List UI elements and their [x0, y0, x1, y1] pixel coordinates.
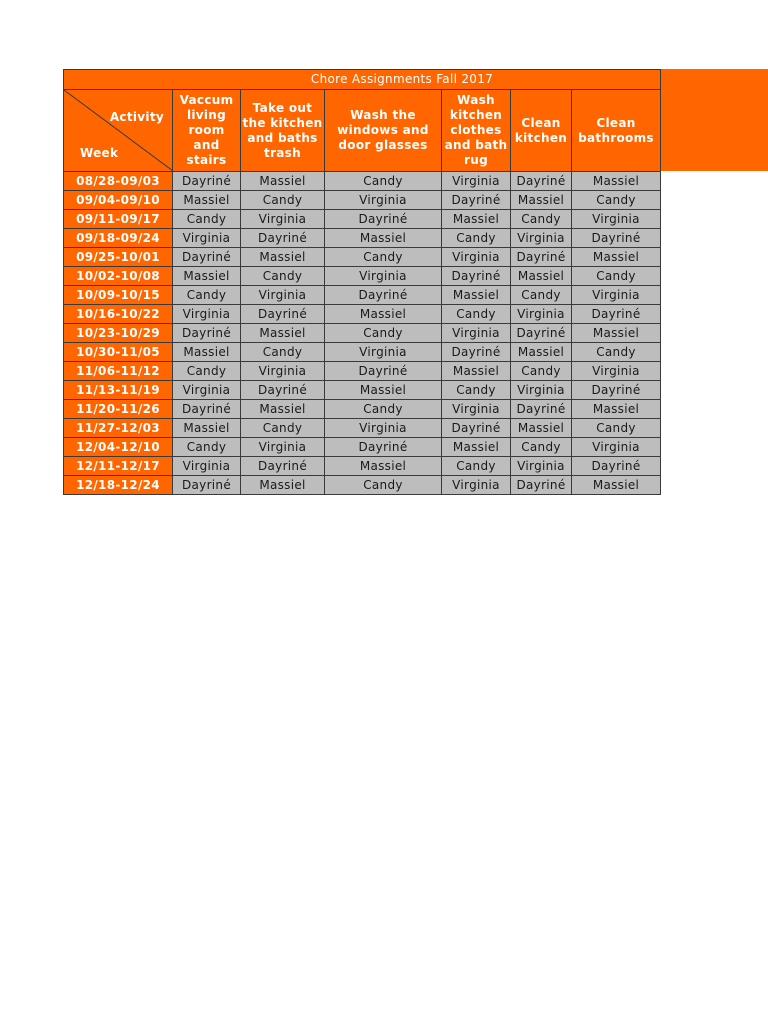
week-cell: 12/11-12/17	[64, 457, 173, 476]
table-row	[64, 438, 661, 457]
column-header-line: Clean	[521, 115, 561, 130]
table-row	[64, 324, 661, 343]
column-header-wash-kitchen-clothes	[442, 90, 511, 172]
column-header-line: stairs	[186, 153, 227, 167]
assignee-cell: Candy	[241, 267, 325, 286]
assignee-cell: Virginia	[511, 457, 572, 476]
assignee-cell: Dayriné	[325, 362, 442, 381]
table-row	[64, 400, 661, 419]
table-row	[64, 381, 661, 400]
week-cell: 10/16-10/22	[64, 305, 173, 324]
assignee-cell: Dayriné	[325, 210, 442, 229]
week-cell: 10/02-10/08	[64, 267, 173, 286]
assignee-cell: Virginia	[442, 248, 511, 267]
assignee-cell: Candy	[572, 419, 661, 438]
assignee-cell: Virginia	[442, 476, 511, 495]
assignee-cell: Virginia	[173, 381, 241, 400]
assignee-cell: Dayriné	[241, 229, 325, 248]
assignee-cell: Virginia	[572, 362, 661, 381]
assignee-cell: Candy	[572, 191, 661, 210]
assignee-cell: Massiel	[511, 419, 572, 438]
assignee-cell: Massiel	[511, 191, 572, 210]
assignee-cell: Massiel	[572, 248, 661, 267]
column-header-line: kitchen	[514, 130, 568, 145]
assignee-cell: Candy	[442, 229, 511, 248]
week-cell: 11/13-11/19	[64, 381, 173, 400]
table-row	[64, 286, 661, 305]
week-cell: 10/09-10/15	[64, 286, 173, 305]
assignee-cell: Massiel	[173, 267, 241, 286]
assignee-cell: Massiel	[511, 267, 572, 286]
assignee-cell: Massiel	[241, 324, 325, 343]
assignee-cell: Candy	[173, 438, 241, 457]
assignee-cell: Massiel	[572, 172, 661, 191]
column-header-line: living	[186, 108, 227, 122]
assignee-cell: Candy	[442, 457, 511, 476]
assignee-cell: Massiel	[442, 210, 511, 229]
assignee-cell: Massiel	[173, 191, 241, 210]
week-cell: 09/18-09/24	[64, 229, 173, 248]
assignee-cell: Massiel	[325, 229, 442, 248]
assignee-cell: Massiel	[173, 419, 241, 438]
column-header-clean-bathrooms	[572, 90, 661, 172]
assignee-cell: Dayriné	[173, 400, 241, 419]
assignee-cell: Candy	[325, 172, 442, 191]
corner-header	[64, 90, 173, 172]
assignee-cell: Candy	[442, 305, 511, 324]
table-title: Chore Assignments Fall 2017	[64, 70, 661, 90]
assignee-cell: Dayriné	[572, 457, 661, 476]
table-row	[64, 191, 661, 210]
column-header-line: and	[193, 138, 220, 152]
assignee-cell: Candy	[173, 286, 241, 305]
assignee-cell: Dayriné	[572, 381, 661, 400]
table-row	[64, 267, 661, 286]
assignee-cell: Candy	[442, 381, 511, 400]
column-header-line: trash	[264, 145, 301, 160]
assignee-cell: Massiel	[325, 305, 442, 324]
column-header-line: windows and	[337, 123, 429, 137]
table-row	[64, 419, 661, 438]
assignee-cell: Virginia	[511, 305, 572, 324]
assignee-cell: Dayriné	[173, 324, 241, 343]
table-row	[64, 457, 661, 476]
week-label: Week	[80, 146, 119, 160]
assignee-cell: Candy	[511, 210, 572, 229]
table-row	[64, 229, 661, 248]
assignee-cell: Dayriné	[241, 457, 325, 476]
assignee-cell: Dayriné	[173, 172, 241, 191]
column-header-line: door glasses	[338, 138, 428, 152]
week-cell: 11/06-11/12	[64, 362, 173, 381]
assignee-cell: Candy	[511, 286, 572, 305]
assignee-cell: Virginia	[511, 229, 572, 248]
column-header-line: bathrooms	[578, 130, 654, 145]
assignee-cell: Virginia	[325, 343, 442, 362]
table-row	[64, 343, 661, 362]
table-row	[64, 362, 661, 381]
assignee-cell: Dayriné	[325, 286, 442, 305]
assignee-cell: Massiel	[572, 400, 661, 419]
assignee-cell: Candy	[173, 210, 241, 229]
table-row	[64, 248, 661, 267]
column-header-clean-kitchen	[511, 90, 572, 172]
column-header-line: and baths	[247, 130, 318, 145]
assignee-cell: Virginia	[173, 305, 241, 324]
table-row	[64, 210, 661, 229]
assignee-cell: Virginia	[325, 419, 442, 438]
assignee-cell: Massiel	[173, 343, 241, 362]
assignee-cell: Dayriné	[511, 324, 572, 343]
assignee-cell: Dayriné	[241, 381, 325, 400]
activity-label: Activity	[109, 110, 164, 124]
assignee-cell: Virginia	[325, 267, 442, 286]
table-row	[64, 172, 661, 191]
assignee-cell: Virginia	[241, 210, 325, 229]
assignee-cell: Massiel	[241, 248, 325, 267]
column-header-line: kitchen	[449, 108, 503, 122]
assignee-cell: Virginia	[442, 324, 511, 343]
column-header-take-out-trash	[241, 90, 325, 172]
table-body	[64, 172, 661, 495]
assignee-cell: Dayriné	[511, 476, 572, 495]
column-header-line: Wash the	[350, 108, 416, 122]
assignee-cell: Massiel	[572, 476, 661, 495]
assignee-cell: Virginia	[173, 229, 241, 248]
table-row	[64, 476, 661, 495]
assignee-cell: Candy	[325, 400, 442, 419]
assignee-cell: Dayriné	[511, 248, 572, 267]
assignee-cell: Dayriné	[511, 172, 572, 191]
assignee-cell: Massiel	[442, 438, 511, 457]
assignee-cell: Dayriné	[325, 438, 442, 457]
assignee-cell: Dayriné	[572, 305, 661, 324]
orange-decoration-block	[660, 69, 768, 171]
assignee-cell: Massiel	[241, 400, 325, 419]
week-cell: 12/18-12/24	[64, 476, 173, 495]
assignee-cell: Dayriné	[442, 419, 511, 438]
assignee-cell: Dayriné	[173, 476, 241, 495]
assignee-cell: Virginia	[572, 286, 661, 305]
column-header-vacuum-living-room	[173, 90, 241, 172]
assignee-cell: Virginia	[511, 381, 572, 400]
assignee-cell: Dayriné	[173, 248, 241, 267]
week-cell: 12/04-12/10	[64, 438, 173, 457]
week-cell: 11/20-11/26	[64, 400, 173, 419]
week-cell: 08/28-09/03	[64, 172, 173, 191]
assignee-cell: Dayriné	[442, 267, 511, 286]
table-row	[64, 305, 661, 324]
assignee-cell: Massiel	[442, 362, 511, 381]
assignee-cell: Candy	[241, 191, 325, 210]
column-header-line: Wash	[457, 93, 495, 107]
assignee-cell: Dayriné	[442, 343, 511, 362]
assignee-cell: Candy	[241, 419, 325, 438]
chore-table	[63, 69, 661, 495]
assignee-cell: Dayriné	[241, 305, 325, 324]
column-header-line: Vaccum	[179, 93, 234, 107]
week-cell: 09/25-10/01	[64, 248, 173, 267]
assignee-cell: Virginia	[572, 438, 661, 457]
assignee-cell: Candy	[325, 324, 442, 343]
column-header-line: the kitchen	[242, 115, 323, 130]
assignee-cell: Candy	[511, 362, 572, 381]
column-header-wash-windows	[325, 90, 442, 172]
assignee-cell: Massiel	[325, 457, 442, 476]
assignee-cell: Massiel	[511, 343, 572, 362]
assignee-cell: Candy	[173, 362, 241, 381]
assignee-cell: Virginia	[325, 191, 442, 210]
assignee-cell: Massiel	[442, 286, 511, 305]
column-header-line: and bath	[444, 138, 508, 152]
assignee-cell: Virginia	[241, 438, 325, 457]
week-cell: 09/11-09/17	[64, 210, 173, 229]
assignee-cell: Virginia	[442, 172, 511, 191]
assignee-cell: Candy	[511, 438, 572, 457]
column-header-line: Clean	[596, 115, 636, 130]
column-header-line: rug	[464, 153, 488, 167]
assignee-cell: Massiel	[241, 172, 325, 191]
assignee-cell: Candy	[241, 343, 325, 362]
assignee-cell: Dayriné	[442, 191, 511, 210]
week-cell: 10/30-11/05	[64, 343, 173, 362]
assignee-cell: Virginia	[572, 210, 661, 229]
column-header-line: Take out	[252, 100, 313, 115]
assignee-cell: Virginia	[442, 400, 511, 419]
assignee-cell: Virginia	[241, 286, 325, 305]
assignee-cell: Virginia	[241, 362, 325, 381]
assignee-cell: Candy	[325, 476, 442, 495]
week-cell: 10/23-10/29	[64, 324, 173, 343]
assignee-cell: Massiel	[325, 381, 442, 400]
column-header-line: room	[188, 123, 225, 137]
assignee-cell: Virginia	[173, 457, 241, 476]
assignee-cell: Candy	[572, 267, 661, 286]
week-cell: 09/04-09/10	[64, 191, 173, 210]
assignee-cell: Dayriné	[572, 229, 661, 248]
assignee-cell: Candy	[572, 343, 661, 362]
week-cell: 11/27-12/03	[64, 419, 173, 438]
assignee-cell: Dayriné	[511, 400, 572, 419]
column-header-line: clothes	[450, 123, 502, 137]
assignee-cell: Massiel	[572, 324, 661, 343]
assignee-cell: Massiel	[241, 476, 325, 495]
assignee-cell: Candy	[325, 248, 442, 267]
